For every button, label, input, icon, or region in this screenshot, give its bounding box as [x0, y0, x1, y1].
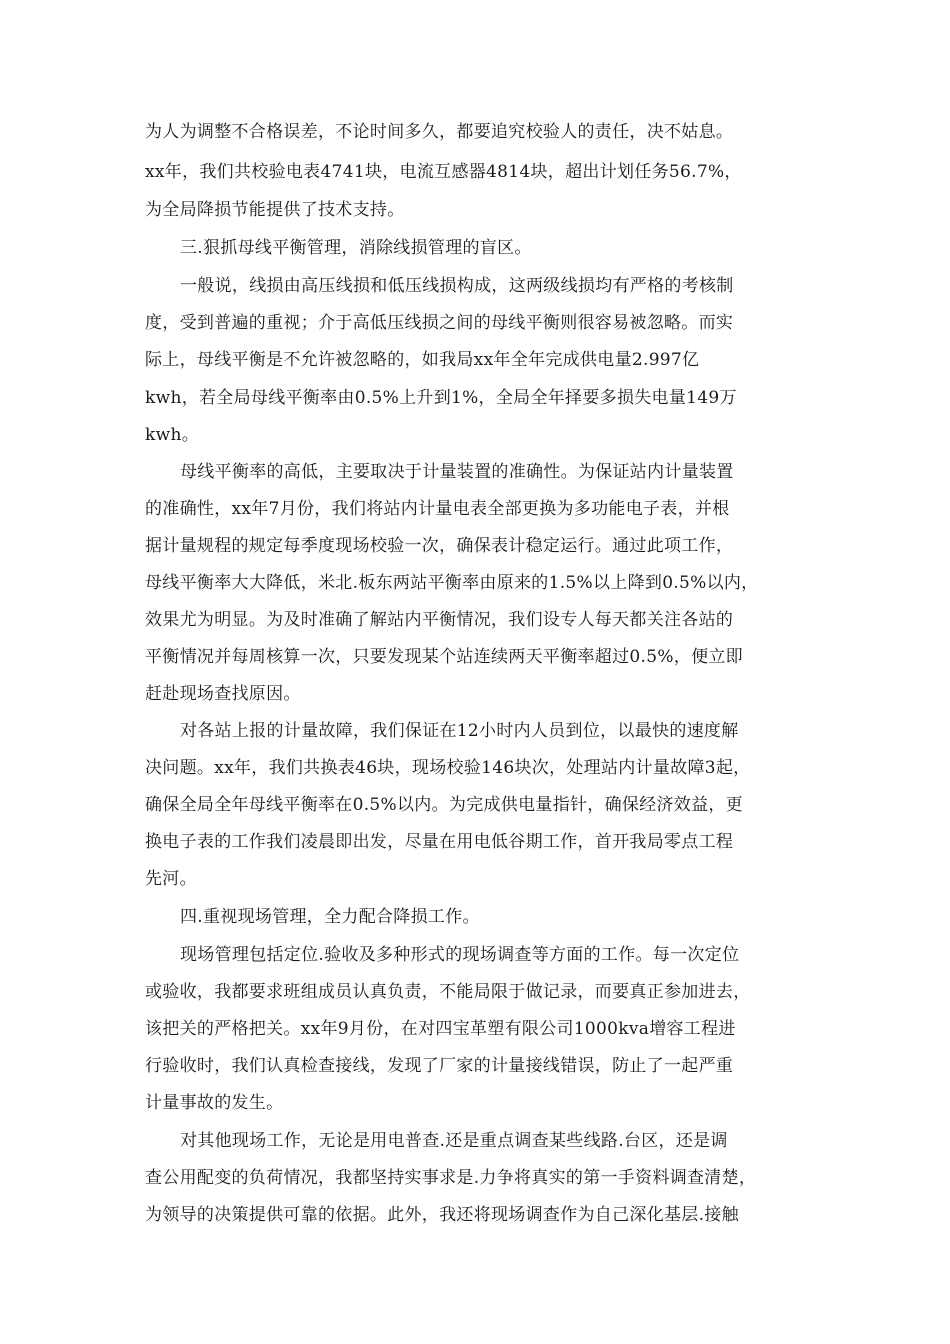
text-line: 母线平衡率的高低，主要取决于计量装置的准确性。为保证站内计量装置 — [180, 462, 734, 482]
text-line: 该把关的严格把关。xx年9月份，在对四宝革塑有限公司1000kva增容工程进 — [145, 1019, 736, 1039]
text-line: 为人为调整不合格误差，不论时间多久，都要追究校验人的责任，决不姑息。 — [145, 122, 734, 142]
text-line: kwh。 — [145, 425, 200, 445]
text-line: 查公用配变的负荷情况，我都坚持实事求是.力争将真实的第一手资料调查清楚， — [145, 1168, 757, 1188]
text-line: 效果尤为明显。为及时准确了解站内平衡情况，我们设专人每天都关注各站的 — [145, 610, 734, 630]
text-line: 行验收时，我们认真检查接线，发现了厂家的计量接线错误，防止了一起严重 — [145, 1056, 734, 1076]
text-line: 据计量规程的规定每季度现场校验一次，确保表计稳定运行。通过此项工作， — [145, 536, 734, 556]
text-line: 的准确性，xx年7月份，我们将站内计量电表全部更换为多功能电子表，并根 — [145, 499, 730, 519]
text-line: 际上，母线平衡是不允许被忽略的，如我局xx年全年完成供电量2.997亿 — [145, 350, 700, 370]
text-line: 计量事故的发生。 — [145, 1093, 284, 1113]
text-line: 为领导的决策提供可靠的依据。此外，我还将现场调查作为自己深化基层.接触 — [145, 1205, 739, 1225]
text-line: 母线平衡率大大降低，米北.板东两站平衡率由原来的1.5%以上降到0.5%以内， — [145, 573, 759, 593]
text-line: 确保全局全年母线平衡率在0.5%以内。为完成供电量指针，确保经济效益，更 — [145, 795, 743, 815]
text-line: 现场管理包括定位.验收及多种形式的现场调查等方面的工作。每一次定位 — [180, 945, 740, 965]
text-line: 一般说，线损由高压线损和低压线损构成，这两级线损均有严格的考核制 — [180, 276, 734, 296]
text-line: 决问题。xx年，我们共换表46块，现场校验146块次，处理站内计量故障3起， — [145, 758, 751, 778]
text-line: xx年，我们共校验电表4741块，电流互感器4814块，超出计划任务56.7%， — [145, 162, 742, 182]
text-line: 先河。 — [145, 869, 197, 889]
text-line: 赶赴现场查找原因。 — [145, 684, 301, 704]
text-line: 度，受到普遍的重视；介于高低压线损之间的母线平衡则很容易被忽略。而实 — [145, 313, 734, 333]
section-heading: 三.狠抓母线平衡管理，消除线损管理的盲区。 — [180, 238, 532, 258]
text-line: 为全局降损节能提供了技术支持。 — [145, 200, 405, 220]
text-line: 换电子表的工作我们凌晨即出发，尽量在用电低谷期工作，首开我局零点工程 — [145, 832, 734, 852]
text-line: 或验收，我都要求班组成员认真负责，不能局限于做记录，而要真正参加进去， — [145, 982, 751, 1002]
text-line: kwh，若全局母线平衡率由0.5%上升到1%，全局全年择要多损失电量149万 — [145, 388, 737, 408]
text-line: 平衡情况并每周核算一次，只要发现某个站连续两天平衡率超过0.5%，便立即 — [145, 647, 743, 667]
text-line: 对其他现场工作，无论是用电普查.还是重点调查某些线路.台区，还是调 — [180, 1131, 728, 1151]
section-heading: 四.重视现场管理，全力配合降损工作。 — [180, 907, 480, 927]
text-line: 对各站上报的计量故障，我们保证在12小时内人员到位，以最快的速度解 — [180, 721, 739, 741]
